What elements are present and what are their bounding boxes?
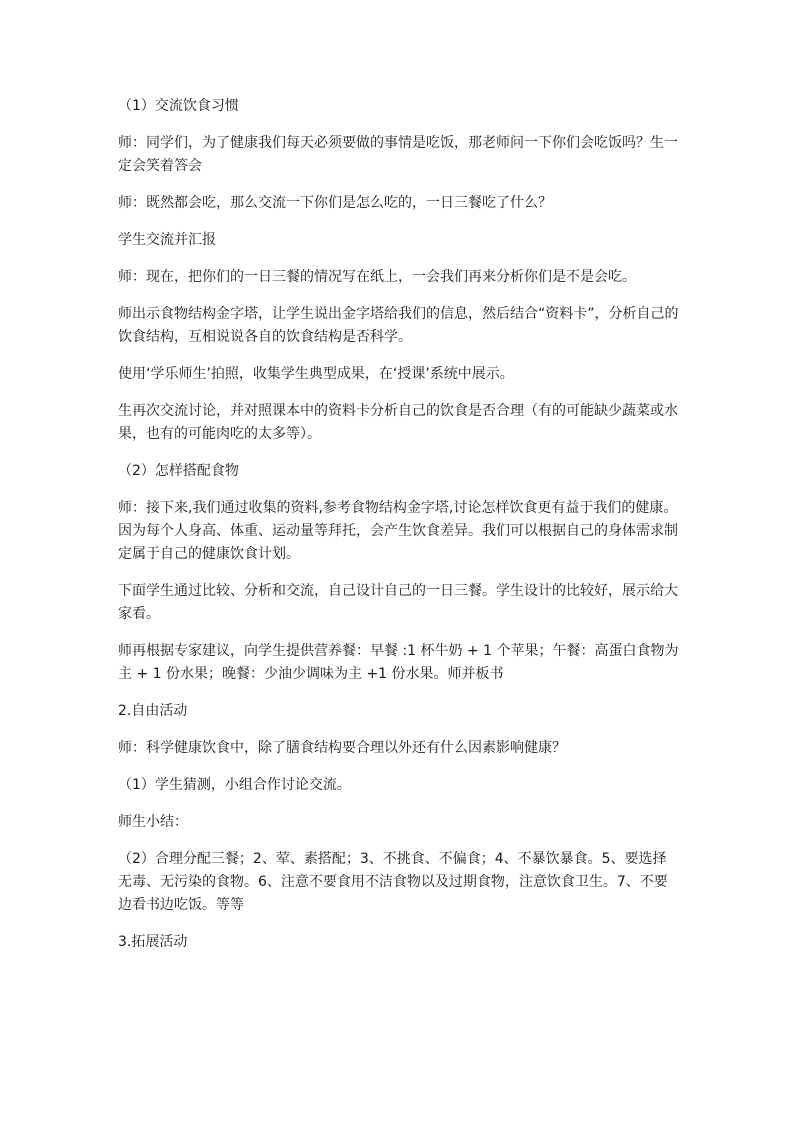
student-report-paragraph: 学生交流并汇报 <box>118 232 216 248</box>
summary-list-paragraph: （2）合理分配三餐；2、荤、素搭配；3、不挑食、不偏食；4、不暴饮暴食。5、要选择无毒、无污染的食物。6、注意不要食用不洁食物以及过期食物，注意饮食卫生。7、不要边看书边吃饭。等等 <box>118 851 668 913</box>
nutrition-meal-paragraph: 师再根据专家建议，向学生提供营养餐：早餐 :1 杯牛奶 + 1 个苹果；午餐：高蛋白食物为主 + 1 份水果；晚餐：少油少调味为主 +1 份水果。师并板书 <box>118 643 679 682</box>
summary-label-paragraph: 师生小结： <box>118 814 188 830</box>
teacher-write-paragraph: 师：现在，把你们的一日三餐的情况写在纸上，一会我们再来分析你们是不是会吃。 <box>118 269 636 285</box>
student-guess-paragraph: （1）学生猜测，小组合作讨论交流。 <box>118 777 351 793</box>
photo-collection-paragraph: 使用‘学乐师生’拍照，收集学生典型成果，在‘授课’系统中展示。 <box>118 366 514 382</box>
teacher-next-paragraph: 师：接下来,我们通过收集的资料,参考食物结构金字塔,讨论怎样饮食更有益于我们的健康。因为每个人身高、体重、运动量等拜托，会产生饮食差异。我们可以根据自己的身体需求制定属于自己的健康饮食计划。 <box>118 500 678 562</box>
heading-extension-activity: 3.拓展活动 <box>118 934 188 950</box>
document-body <box>118 95 680 954</box>
heading-food-pairing: （2）怎样搭配食物 <box>118 463 239 479</box>
heading-free-activity: 2.自由活动 <box>118 703 188 719</box>
teacher-question-paragraph: 师：同学们，为了健康我们每天必须要做的事情是吃饭，那老师问一下你们会吃饭吗？生一定会笑着答会 <box>118 135 678 174</box>
student-design-paragraph: 下面学生通过比较、分析和交流，自己设计自己的一日三餐。学生设计的比较好，展示给大家看。 <box>118 583 678 622</box>
teacher-exchange-paragraph: 师：既然都会吃，那么交流一下你们是怎么吃的，一日三餐吃了什么？ <box>118 195 552 211</box>
discussion-paragraph: 生再次交流讨论，并对照课本中的资料卡分析自己的饮食是否合理（有的可能缺少蔬菜或水果，也有的可能肉吃的太多等）。 <box>118 403 678 442</box>
food-pyramid-paragraph: 师出示食物结构金字塔，让学生说出金字塔给我们的信息，然后结合“资料卡”，分析自己的饮食结构，互相说说各自的饮食结构是否科学。 <box>118 306 679 345</box>
heading-exchange-eating-habits: （1）交流饮食习惯 <box>118 98 239 114</box>
teacher-factors-paragraph: 师：科学健康饮食中，除了膳食结构要合理以外还有什么因素影响健康？ <box>118 740 566 756</box>
